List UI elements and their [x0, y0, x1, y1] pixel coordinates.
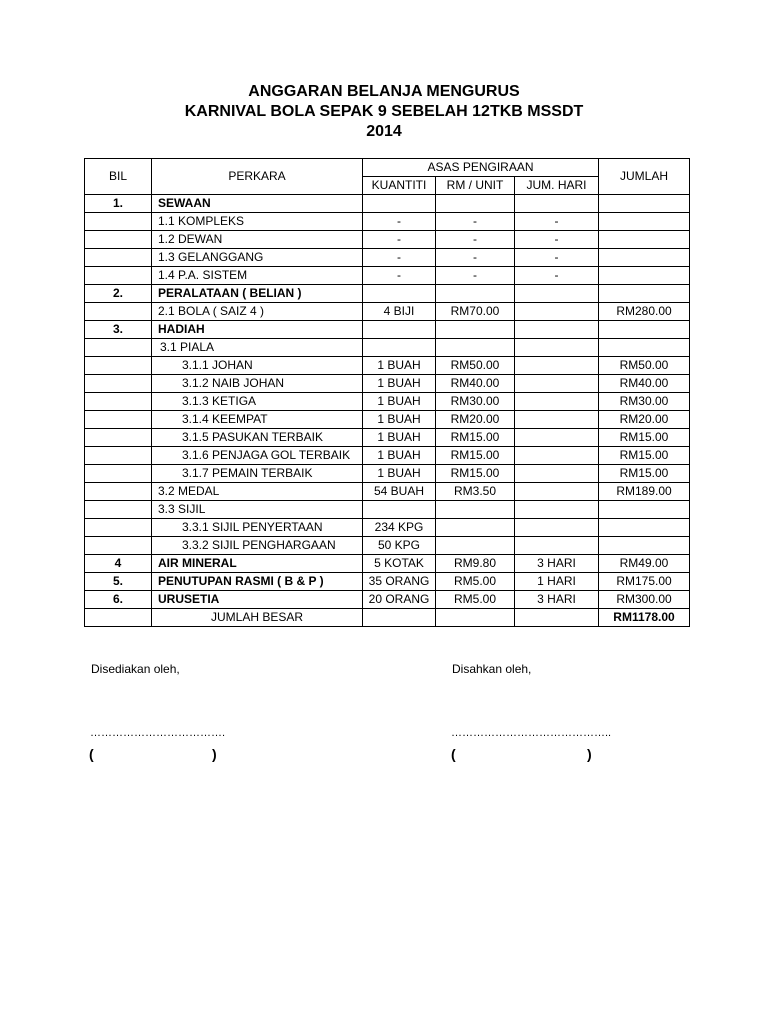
approved-by-label: Disahkan oleh,	[452, 662, 532, 676]
bil-cell	[85, 447, 152, 465]
header-jum-hari: JUM. HARI	[515, 177, 599, 195]
jum-hari-cell	[515, 303, 599, 321]
bil-cell: 6.	[85, 591, 152, 609]
rm-unit-cell	[436, 321, 515, 339]
jum-hari-cell	[515, 537, 599, 555]
kuantiti-cell	[363, 339, 436, 357]
bil-cell	[85, 429, 152, 447]
perkara-cell: PERALATAAN ( BELIAN )	[152, 285, 363, 303]
prepared-by-label: Disediakan oleh,	[91, 662, 180, 676]
rm-unit-cell	[436, 537, 515, 555]
jumlah-cell	[599, 231, 690, 249]
bil-cell	[85, 411, 152, 429]
rm-unit-cell: RM3.50	[436, 483, 515, 501]
jumlah-cell: RM15.00	[599, 447, 690, 465]
header-rm-unit: RM / UNIT	[436, 177, 515, 195]
bil-cell	[85, 465, 152, 483]
kuantiti-cell	[363, 321, 436, 339]
jumlah-cell: RM49.00	[599, 555, 690, 573]
kuantiti-cell: 35 ORANG	[363, 573, 436, 591]
kuantiti-cell: -	[363, 267, 436, 285]
bil-cell: 4	[85, 555, 152, 573]
perkara-cell: 3.1.7 PEMAIN TERBAIK	[152, 465, 363, 483]
table-row	[85, 537, 690, 555]
approved-signature-line: ……………………………………..	[451, 727, 612, 739]
rm-unit-cell: -	[436, 249, 515, 267]
bil-cell	[85, 303, 152, 321]
rm-unit-cell	[436, 501, 515, 519]
jum-hari-cell: -	[515, 213, 599, 231]
perkara-cell: 2.1 BOLA ( SAIZ 4 )	[152, 303, 363, 321]
rm-unit-cell: RM50.00	[436, 357, 515, 375]
perkara-cell: 3.1.6 PENJAGA GOL TERBAIK	[152, 447, 363, 465]
rm-unit-cell: RM9.80	[436, 555, 515, 573]
rm-unit-cell	[436, 339, 515, 357]
perkara-cell: SEWAAN	[152, 195, 363, 213]
table-row	[85, 303, 690, 321]
kuantiti-cell: 54 BUAH	[363, 483, 436, 501]
jum-hari-cell	[515, 285, 599, 303]
prepared-signature-line: ……………………………….	[90, 727, 226, 739]
rm-unit-cell: RM5.00	[436, 591, 515, 609]
jumlah-cell	[599, 213, 690, 231]
bil-cell	[85, 231, 152, 249]
kuantiti-cell: 1 BUAH	[363, 465, 436, 483]
kuantiti-cell: 4 BIJI	[363, 303, 436, 321]
jum-hari-cell: -	[515, 267, 599, 285]
rm-unit-cell: RM40.00	[436, 375, 515, 393]
jum-hari-cell	[515, 339, 599, 357]
rm-unit-cell: -	[436, 267, 515, 285]
total-row	[85, 609, 690, 627]
jumlah-cell	[599, 267, 690, 285]
jum-hari-cell: 1 HARI	[515, 573, 599, 591]
rm-unit-cell	[436, 195, 515, 213]
header-kuantiti: KUANTITI	[363, 177, 436, 195]
prepared-name-open-paren: (	[89, 746, 94, 762]
kuantiti-cell: 5 KOTAK	[363, 555, 436, 573]
kuantiti-cell: 50 KPG	[363, 537, 436, 555]
jumlah-cell: RM40.00	[599, 375, 690, 393]
kuantiti-cell: 1 BUAH	[363, 393, 436, 411]
kuantiti-cell: 234 KPG	[363, 519, 436, 537]
jum-hari-cell	[515, 195, 599, 213]
table-row	[85, 357, 690, 375]
title-line-2: KARNIVAL BOLA SEPAK 9 SEBELAH 12TKB MSSDT	[184, 103, 584, 120]
prepared-name-close-paren: )	[212, 746, 217, 762]
table-row	[85, 465, 690, 483]
rm-unit-cell	[436, 285, 515, 303]
table-row	[85, 411, 690, 429]
total-bil-cell	[85, 609, 152, 627]
jumlah-cell	[599, 339, 690, 357]
rm-unit-cell: -	[436, 213, 515, 231]
perkara-cell: URUSETIA	[152, 591, 363, 609]
header-jumlah: JUMLAH	[599, 159, 690, 195]
bil-cell	[85, 501, 152, 519]
kuantiti-cell: 1 BUAH	[363, 429, 436, 447]
table-row	[85, 483, 690, 501]
jum-hari-cell	[515, 465, 599, 483]
table-row	[85, 213, 690, 231]
perkara-cell: 3.1.1 JOHAN	[152, 357, 363, 375]
total-hari-cell	[515, 609, 599, 627]
perkara-cell: 3.2 MEDAL	[152, 483, 363, 501]
kuantiti-cell: 1 BUAH	[363, 447, 436, 465]
header-asas-pengiraan: ASAS PENGIRAAN	[363, 159, 599, 177]
kuantiti-cell: -	[363, 213, 436, 231]
bil-cell	[85, 537, 152, 555]
bil-cell	[85, 249, 152, 267]
perkara-cell: PENUTUPAN RASMI ( B & P )	[152, 573, 363, 591]
jumlah-cell	[599, 537, 690, 555]
jum-hari-cell: 3 HARI	[515, 555, 599, 573]
rm-unit-cell: RM15.00	[436, 429, 515, 447]
title-line-1: ANGGARAN BELANJA MENGURUS	[248, 83, 520, 100]
jumlah-cell: RM280.00	[599, 303, 690, 321]
jum-hari-cell: 3 HARI	[515, 591, 599, 609]
total-label: JUMLAH BESAR	[152, 609, 363, 627]
jum-hari-cell	[515, 357, 599, 375]
kuantiti-cell	[363, 285, 436, 303]
rm-unit-cell: RM15.00	[436, 465, 515, 483]
table-row	[85, 249, 690, 267]
kuantiti-cell: 20 ORANG	[363, 591, 436, 609]
table-row	[85, 231, 690, 249]
kuantiti-cell	[363, 501, 436, 519]
table-row	[85, 285, 690, 303]
perkara-cell: 3.1.2 NAIB JOHAN	[152, 375, 363, 393]
bil-cell	[85, 339, 152, 357]
kuantiti-cell: -	[363, 231, 436, 249]
perkara-cell: HADIAH	[152, 321, 363, 339]
table-row	[85, 573, 690, 591]
bil-cell	[85, 357, 152, 375]
rm-unit-cell	[436, 519, 515, 537]
table-row	[85, 591, 690, 609]
table-row	[85, 195, 690, 213]
jum-hari-cell	[515, 501, 599, 519]
table-row	[85, 267, 690, 285]
title-year: 2014	[366, 123, 402, 140]
rm-unit-cell: RM5.00	[436, 573, 515, 591]
jumlah-cell	[599, 519, 690, 537]
kuantiti-cell: 1 BUAH	[363, 411, 436, 429]
bil-cell	[85, 393, 152, 411]
table-row	[85, 555, 690, 573]
table-row	[85, 519, 690, 537]
perkara-cell: 3.3 SIJIL	[152, 501, 363, 519]
jumlah-cell: RM300.00	[599, 591, 690, 609]
jum-hari-cell	[515, 393, 599, 411]
table-row	[85, 339, 690, 357]
bil-cell	[85, 483, 152, 501]
bil-cell: 5.	[85, 573, 152, 591]
approved-name-close-paren: )	[587, 746, 592, 762]
jumlah-cell	[599, 285, 690, 303]
rm-unit-cell: RM70.00	[436, 303, 515, 321]
jumlah-cell: RM20.00	[599, 411, 690, 429]
bil-cell	[85, 375, 152, 393]
bil-cell: 3.	[85, 321, 152, 339]
jumlah-cell	[599, 195, 690, 213]
budget-table	[84, 158, 690, 627]
jum-hari-cell: -	[515, 231, 599, 249]
table-row	[85, 447, 690, 465]
perkara-cell: 3.3.2 SIJIL PENGHARGAAN	[152, 537, 363, 555]
perkara-cell: 1.2 DEWAN	[152, 231, 363, 249]
jumlah-cell	[599, 321, 690, 339]
bil-cell	[85, 267, 152, 285]
rm-unit-cell: RM15.00	[436, 447, 515, 465]
table-row	[85, 375, 690, 393]
kuantiti-cell	[363, 195, 436, 213]
jumlah-cell: RM30.00	[599, 393, 690, 411]
perkara-cell: 3.1.5 PASUKAN TERBAIK	[152, 429, 363, 447]
jumlah-cell: RM15.00	[599, 429, 690, 447]
bil-cell	[85, 213, 152, 231]
total-kuantiti-cell	[363, 609, 436, 627]
bil-cell: 1.	[85, 195, 152, 213]
perkara-cell: 1.3 GELANGGANG	[152, 249, 363, 267]
table-row	[85, 429, 690, 447]
jum-hari-cell	[515, 519, 599, 537]
jum-hari-cell	[515, 411, 599, 429]
jumlah-cell: RM175.00	[599, 573, 690, 591]
table-row	[85, 393, 690, 411]
perkara-cell: AIR MINERAL	[152, 555, 363, 573]
header-perkara: PERKARA	[152, 159, 363, 195]
kuantiti-cell: -	[363, 249, 436, 267]
perkara-cell: 1.1 KOMPLEKS	[152, 213, 363, 231]
jum-hari-cell	[515, 321, 599, 339]
header-bil: BIL	[85, 159, 152, 195]
rm-unit-cell: RM20.00	[436, 411, 515, 429]
perkara-cell: 3.1.3 KETIGA	[152, 393, 363, 411]
rm-unit-cell: -	[436, 231, 515, 249]
total-value: RM1178.00	[599, 609, 690, 627]
jum-hari-cell: -	[515, 249, 599, 267]
table-row	[85, 501, 690, 519]
jum-hari-cell	[515, 483, 599, 501]
approved-name-open-paren: (	[451, 746, 456, 762]
jum-hari-cell	[515, 429, 599, 447]
jum-hari-cell	[515, 447, 599, 465]
bil-cell: 2.	[85, 285, 152, 303]
kuantiti-cell: 1 BUAH	[363, 375, 436, 393]
jum-hari-cell	[515, 375, 599, 393]
perkara-cell: 1.4 P.A. SISTEM	[152, 267, 363, 285]
table-row	[85, 321, 690, 339]
jumlah-cell: RM50.00	[599, 357, 690, 375]
perkara-cell: 3.1.4 KEEMPAT	[152, 411, 363, 429]
perkara-cell: 3.1 PIALA	[152, 339, 363, 357]
kuantiti-cell: 1 BUAH	[363, 357, 436, 375]
total-rm-cell	[436, 609, 515, 627]
header-row-1	[85, 159, 690, 177]
perkara-cell: 3.3.1 SIJIL PENYERTAAN	[152, 519, 363, 537]
jumlah-cell: RM189.00	[599, 483, 690, 501]
rm-unit-cell: RM30.00	[436, 393, 515, 411]
jumlah-cell	[599, 249, 690, 267]
bil-cell	[85, 519, 152, 537]
jumlah-cell: RM15.00	[599, 465, 690, 483]
jumlah-cell	[599, 501, 690, 519]
